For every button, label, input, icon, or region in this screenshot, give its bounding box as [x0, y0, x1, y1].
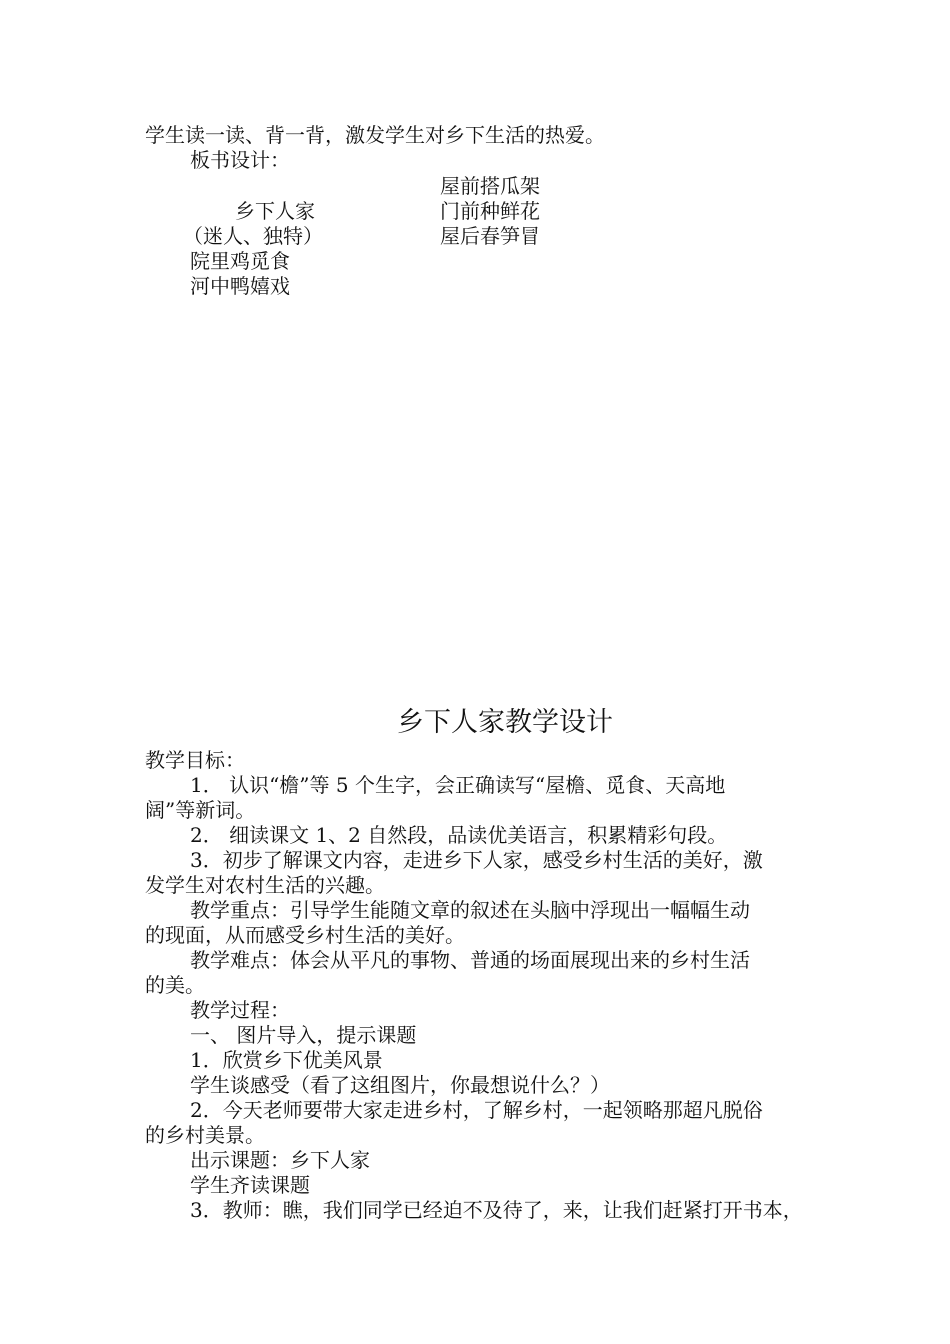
body-line: 教学目标： [145, 748, 245, 772]
body-line: 的乡村美景。 [145, 1123, 265, 1147]
body-line: 的现面，从而感受乡村生活的美好。 [145, 923, 465, 947]
body-line: 发学生对农村生活的兴趣。 [145, 873, 385, 897]
board-center-sub: （迷人、独特） [183, 224, 323, 248]
body-line: 学生谈感受（看了这组图片，你最想说什么？） [190, 1073, 610, 1097]
body-line: 2．今天老师要带大家走进乡村，了解乡村，一起领略那超凡脱俗 [190, 1098, 763, 1122]
body-line: 教学过程： [190, 998, 290, 1022]
board-left-item: 院里鸡觅食 [190, 249, 290, 273]
body-line: 1． 认识“檐”等 5 个生字，会正确读写“屋檐、觅食、天高地 [190, 773, 726, 797]
closing-line: 学生读一读、背一背，激发学生对乡下生活的热爱。 [145, 123, 605, 147]
board-right-item: 屋后春笋冒 [440, 224, 540, 248]
body-line: 阔”等新词。 [145, 798, 256, 822]
body-line: 2． 细读课文 1、2 自然段，品读优美语言，积累精彩句段。 [190, 823, 728, 847]
board-right-item: 屋前搭瓜架 [440, 174, 540, 198]
board-heading: 板书设计： [190, 148, 290, 172]
body-line: 1．欣赏乡下优美风景 [190, 1048, 383, 1072]
board-right-item: 门前种鲜花 [440, 199, 540, 223]
body-line: 教学难点：体会从平凡的事物、普通的场面展现出来的乡村生活 [190, 948, 750, 972]
page-title: 乡下人家教学设计 [397, 707, 613, 738]
body-line: 出示课题：乡下人家 [190, 1148, 370, 1172]
body-line: 学生齐读课题 [190, 1173, 310, 1197]
body-line: 3．教师：瞧，我们同学已经迫不及待了，来，让我们赶紧打开书本， [190, 1198, 803, 1222]
body-line: 3．初步了解课文内容，走进乡下人家，感受乡村生活的美好，激 [190, 848, 763, 872]
body-line: 的美。 [145, 973, 205, 997]
body-line: 教学重点：引导学生能随文章的叙述在头脑中浮现出一幅幅生动 [190, 898, 750, 922]
board-center-title: 乡下人家 [235, 199, 315, 223]
board-left-item: 河中鸭嬉戏 [190, 274, 290, 298]
body-line: 一、 图片导入，提示课题 [190, 1023, 417, 1047]
